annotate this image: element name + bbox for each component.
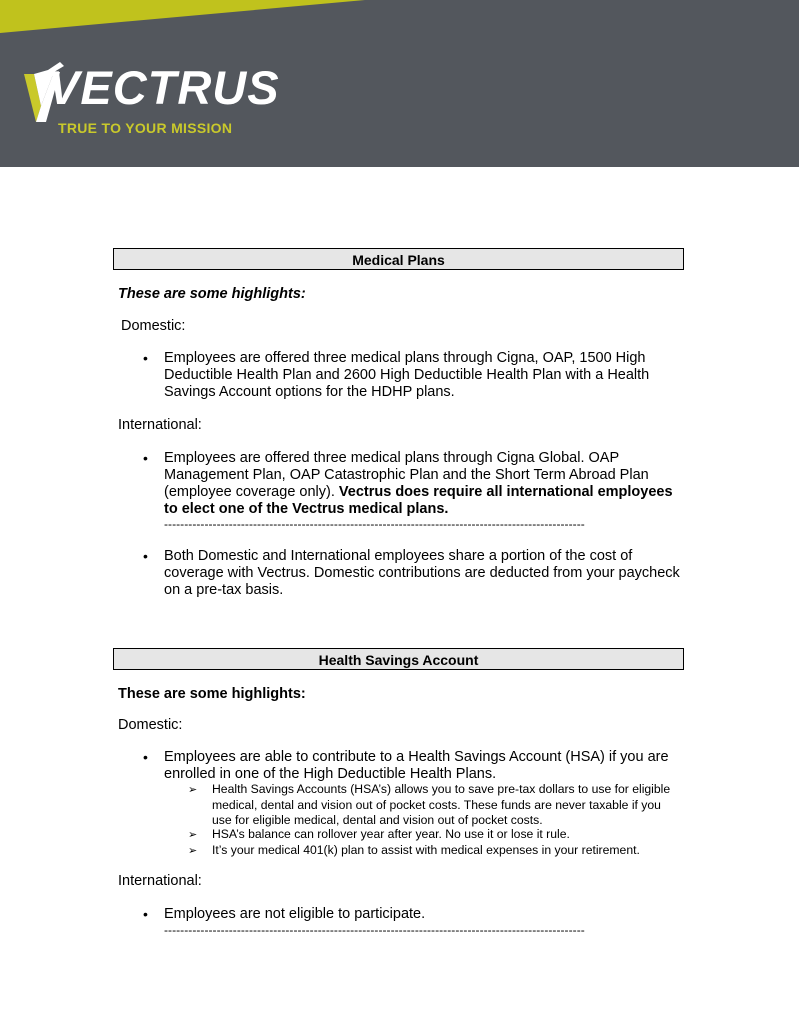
bullet-icon: •	[143, 906, 148, 922]
logo-wordmark: VECTRUS	[48, 61, 280, 114]
hsa-international-bullet: Employees are not eligible to participate.	[164, 906, 426, 922]
medical-domestic-label: Domestic:	[121, 318, 186, 334]
hsa-sub-item: HSA’s balance can rollover year after year. No use it or lose it rule.	[212, 827, 570, 841]
medical-divider: --------------------------------------------------------------------------------------------------------	[164, 517, 585, 531]
hsa-international-label: International:	[118, 873, 202, 889]
logo-tagline: TRUE TO YOUR MISSION	[58, 120, 233, 136]
medical-highlights-label: These are some highlights:	[118, 286, 306, 302]
medical-domestic-bullet: Employees are offered three medical plans through Cigna, OAP, 1500 High Deductible Health Plan and 2600 High Deductible Health Plan with a Health Savings Account options for the HDHP plans.	[164, 350, 650, 400]
bullet-icon: •	[143, 350, 148, 366]
header-band	[0, 0, 799, 167]
hsa-sub-item: Health Savings Accounts (HSA’s) allows you to save pre-tax dollars to use for eligible medical, dental and vision out of pocket costs. These funds are never taxable if you use for eligible medical, dental and vision out of pocket costs.	[212, 782, 671, 827]
intl-bullet-text: Employees are offered three medical plans through Cigna Global. OAP Management Plan, OAP Catastrophic Plan and the Short Term Abroad Plan (employee coverage only).	[164, 450, 649, 500]
arrow-bullet-icon: ➢	[188, 829, 198, 841]
intl-bullet-emphasis: Vectrus does require all international employees to elect one of the Vectrus medical plans.	[164, 484, 673, 517]
arrow-bullet-icon: ➢	[188, 845, 198, 857]
hsa-highlights-label: These are some highlights:	[118, 686, 306, 702]
medical-shared-bullet: Both Domestic and International employees share a portion of the cost of coverage with Vectrus. Domestic contributions are deducted from your paycheck on a pre-tax basis.	[164, 548, 680, 598]
medical-plans-heading: Medical Plans	[113, 248, 684, 270]
hsa-domestic-bullet: Employees are able to contribute to a Health Savings Account (HSA) if you are enrolled in one of the High Deductible Health Plans.	[164, 749, 669, 782]
medical-international-bullet	[164, 450, 689, 518]
medical-international-label: International:	[118, 417, 202, 433]
hsa-divider: --------------------------------------------------------------------------------------------------------	[164, 923, 585, 937]
bullet-icon: •	[143, 548, 148, 564]
bullet-icon: •	[143, 749, 148, 765]
accent-stripe	[0, 0, 799, 40]
hsa-heading: Health Savings Account	[113, 648, 684, 670]
bullet-icon: •	[143, 450, 148, 466]
hsa-domestic-label: Domestic:	[118, 717, 183, 733]
hsa-sub-item: It’s your medical 401(k) plan to assist with medical expenses in your retirement.	[212, 843, 640, 857]
arrow-bullet-icon: ➢	[188, 784, 198, 796]
